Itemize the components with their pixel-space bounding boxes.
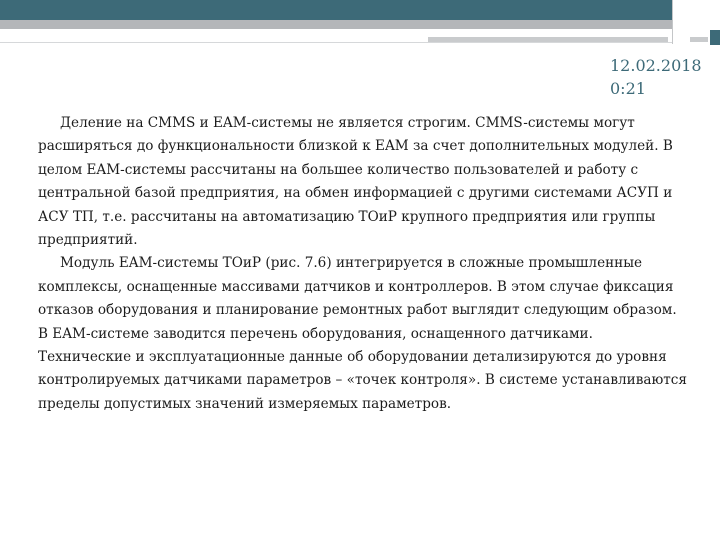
header-divider <box>0 42 672 43</box>
date-time <box>610 54 702 100</box>
paragraph-2: Модуль EAM-системы ТОиР (рис. 7.6) интегрируется в сложные промышленные комплексы, оснащенные массивами датчиков и контроллеров. В этом случае фиксация отказов оборудования и планирование ремонтных работ выглядит следующим образом. В EAM-системе заводится перечень оборудования, оснащенного датчиками. Технические и эксплуатационные данные об оборудовании детализируются до уровня контролируемых датчиками параметров – «точек контроля». В системе устанавливаются пределы допустимых значений измеряемых параметров. <box>38 255 687 412</box>
header-right-accent <box>710 30 720 45</box>
body-text <box>38 112 688 416</box>
time: 0:21 <box>610 79 646 98</box>
header-vertical-divider <box>672 0 673 44</box>
header-bar <box>0 0 672 20</box>
paragraph-1: Деление на CMMS и EAM-системы не является строгим. CMMS-системы могут расширяться до функциональности близкой к EAM за счет дополнительных модулей. В целом EAM-системы рассчитаны на большее количество пользователей и работу с центральной базой предприятия, на обмен информацией с другими системами АСУП и АСУ ТП, т.е. рассчитаны на автоматизацию ТОиР крупного предприятия или группы предприятий. <box>38 115 673 249</box>
date: 12.02.2018 <box>610 56 702 75</box>
page-number: 56 <box>677 4 695 20</box>
header-right-gray-strip <box>690 37 708 42</box>
header-gray-strip <box>428 37 668 42</box>
header-sub-bar <box>0 20 672 29</box>
